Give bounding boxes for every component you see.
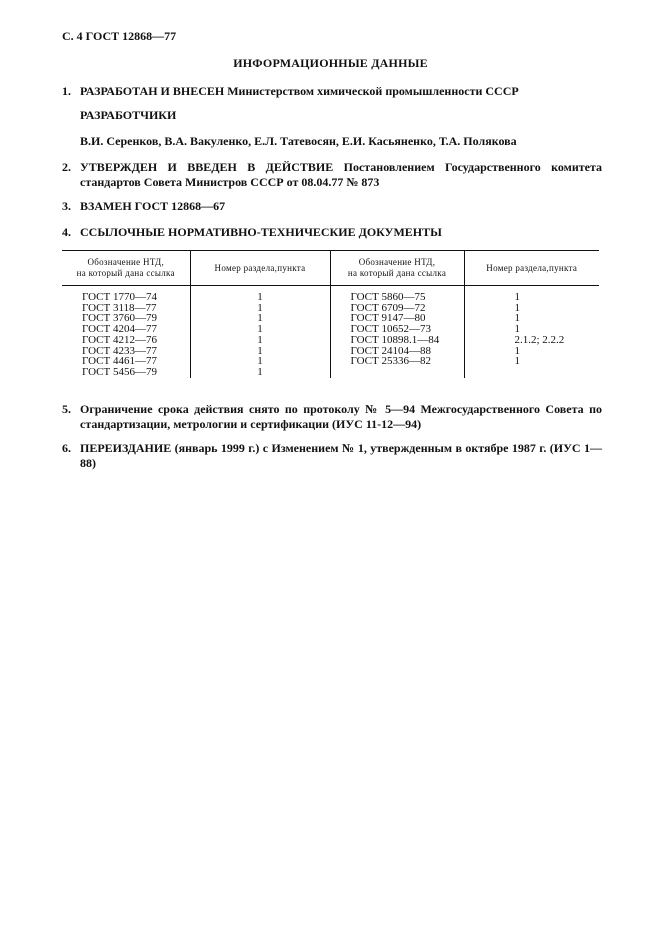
- cell-section-left: 1: [190, 335, 330, 346]
- header-section-right: Номер раздела,пункта: [464, 251, 599, 286]
- reference-table: [62, 250, 599, 378]
- item-2: [62, 160, 602, 190]
- cell-section-right: 1: [514, 344, 520, 357]
- cell-section-right: 2.1.2; 2.2.2: [514, 333, 565, 346]
- developers-list: В.И. Серенков, В.А. Вакуленко, Е.Л. Татевосян, Е.И. Касьяненко, Т.А. Полякова: [80, 134, 517, 148]
- item-number: 3.: [62, 199, 71, 213]
- table-row: [62, 286, 599, 303]
- cell-doc-right: ГОСТ 24104—88: [330, 346, 464, 357]
- cell-section-right: 1: [514, 323, 520, 336]
- cell-doc-right: ГОСТ 5860—75: [330, 286, 464, 303]
- item-bold: ССЫЛОЧНЫЕ НОРМАТИВНО-ТЕХНИЧЕСКИЕ ДОКУМЕНТЫ: [80, 225, 442, 239]
- header-section-left: Номер раздела,пункта: [190, 251, 330, 286]
- cell-section-right: 1: [514, 355, 520, 368]
- cell-section-right: [464, 367, 599, 378]
- cell-section-left: 1: [190, 356, 330, 367]
- item-number: 2.: [62, 160, 71, 174]
- cell-doc-right: ГОСТ 10652—73: [330, 324, 464, 335]
- cell-doc-right: ГОСТ 6709—72: [330, 303, 464, 314]
- cell-doc-left: ГОСТ 4212—76: [62, 335, 190, 346]
- cell-doc-right: ГОСТ 10898.1—84: [330, 335, 464, 346]
- cell-doc-left: ГОСТ 3118—77: [62, 303, 190, 314]
- cell-section-left: 1: [190, 303, 330, 314]
- section-title: ИНФОРМАЦИОННЫЕ ДАННЫЕ: [233, 56, 428, 70]
- item-bold: РАЗРАБОТАН И ВНЕСЕН: [80, 84, 225, 98]
- item-4: [62, 225, 602, 240]
- item-6: [62, 441, 602, 471]
- header-doc-right: Обозначение НТД, на который дана ссылка: [330, 251, 464, 286]
- item-number: 4.: [62, 225, 71, 239]
- item-bold: ВЗАМЕН ГОСТ 12868—67: [80, 199, 226, 213]
- cell-doc-left: ГОСТ 4204—77: [62, 324, 190, 335]
- table-body: [62, 286, 599, 378]
- item-bold: ПЕРЕИЗДАНИЕ: [80, 441, 172, 455]
- item-text: Министерством химической промышленности СССР: [224, 84, 519, 98]
- cell-doc-left: ГОСТ 3760—79: [62, 313, 190, 324]
- cell-section-right: 1: [514, 291, 520, 303]
- cell-doc-left: ГОСТ 4233—77: [62, 346, 190, 357]
- cell-doc-left: ГОСТ 4461—77: [62, 356, 190, 367]
- cell-section-left: 1: [190, 367, 330, 378]
- item-number: 5.: [62, 402, 71, 416]
- table-row: [62, 367, 599, 378]
- cell-section-right: 1: [514, 301, 520, 314]
- cell-doc-left: ГОСТ 5456—79: [62, 367, 190, 378]
- cell-section-left: 1: [190, 313, 330, 324]
- table-header-row: [62, 251, 599, 286]
- item-bold: УТВЕРЖДЕН И ВВЕДЕН В ДЕЙСТВИЕ: [80, 160, 334, 174]
- header-doc-left: Обозначение НТД, на который дана ссылка: [62, 251, 190, 286]
- cell-section-left: 1: [190, 324, 330, 335]
- item-text: Постановлением Государственного комитета стандартов Совета Министров СССР от 08.04.77 № 873: [80, 160, 602, 189]
- page-header: С. 4 ГОСТ 12868—77: [62, 29, 177, 43]
- cell-doc-right: ГОСТ 25336—82: [330, 356, 464, 367]
- item-number: 1.: [62, 84, 71, 98]
- item-3: [62, 199, 602, 214]
- cell-doc-right: [330, 367, 464, 378]
- item-1: [62, 84, 602, 99]
- item-number: 6.: [62, 441, 71, 455]
- table-row: [62, 335, 599, 346]
- cell-doc-right: ГОСТ 9147—80: [330, 313, 464, 324]
- developers-heading: РАЗРАБОТЧИКИ: [80, 108, 177, 122]
- cell-doc-left: ГОСТ 1770—74: [62, 286, 190, 303]
- item-text: Ограничение срока действия снято по протоколу № 5—94 Межгосударственного Совета по стандартизации, метрологии и сертификации (ИУС 11-12—94): [80, 402, 602, 431]
- item-text: (январь 1999 г.) с Изменением № 1, утвержденным в октябре 1987 г. (ИУС 1—88): [80, 441, 602, 470]
- cell-section-right: 1: [514, 312, 520, 325]
- item-5: [62, 402, 602, 432]
- cell-section-left: 1: [190, 286, 330, 303]
- cell-section-left: 1: [190, 346, 330, 357]
